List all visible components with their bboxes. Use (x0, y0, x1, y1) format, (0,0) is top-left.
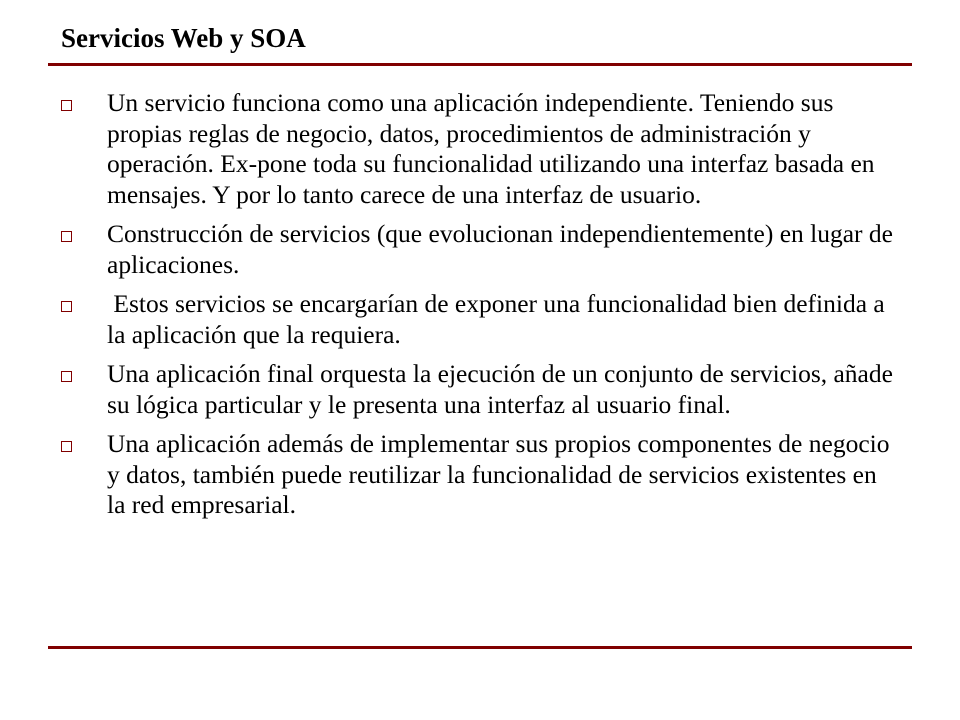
title-divider (48, 63, 912, 66)
bullet-text: Una aplicación final orquesta la ejecución de un conjunto de servicios, añade su lógica particular y le presenta una interfaz al usuario final. (107, 359, 893, 419)
bullet-text: Estos servicios se encargarían de exponer una funcionalidad bien definida a la aplicación que la requiera. (107, 289, 892, 349)
slide-title: Servicios Web y SOA (61, 23, 306, 53)
bullet-item (61, 359, 901, 420)
bullet-text: Construcción de servicios (que evolucionan independientemente) en lugar de aplicaciones. (107, 219, 893, 279)
bullet-text: Un servicio funciona como una aplicación independiente. Teniendo sus propias reglas de negocio, datos, procedimientos de administración y operación. Ex-pone toda su funcionalidad utilizando una interfaz basada en mensajes. Y por lo tanto carece de una interfaz de usuario. (107, 88, 875, 209)
hollow-square-bullet-icon (61, 100, 72, 111)
bullet-item (61, 289, 901, 350)
footer-divider (48, 646, 912, 649)
bullet-item (61, 429, 901, 521)
bullet-item (61, 88, 901, 210)
bullet-text: Una aplicación además de implementar sus propios componentes de negocio y datos, también puede reutilizar la funcionalidad de servicios existentes en la red empresarial. (107, 429, 890, 519)
bullet-list (61, 88, 901, 530)
hollow-square-bullet-icon (61, 301, 72, 312)
hollow-square-bullet-icon (61, 231, 72, 242)
bullet-item (61, 219, 901, 280)
hollow-square-bullet-icon (61, 441, 72, 452)
hollow-square-bullet-icon (61, 371, 72, 382)
